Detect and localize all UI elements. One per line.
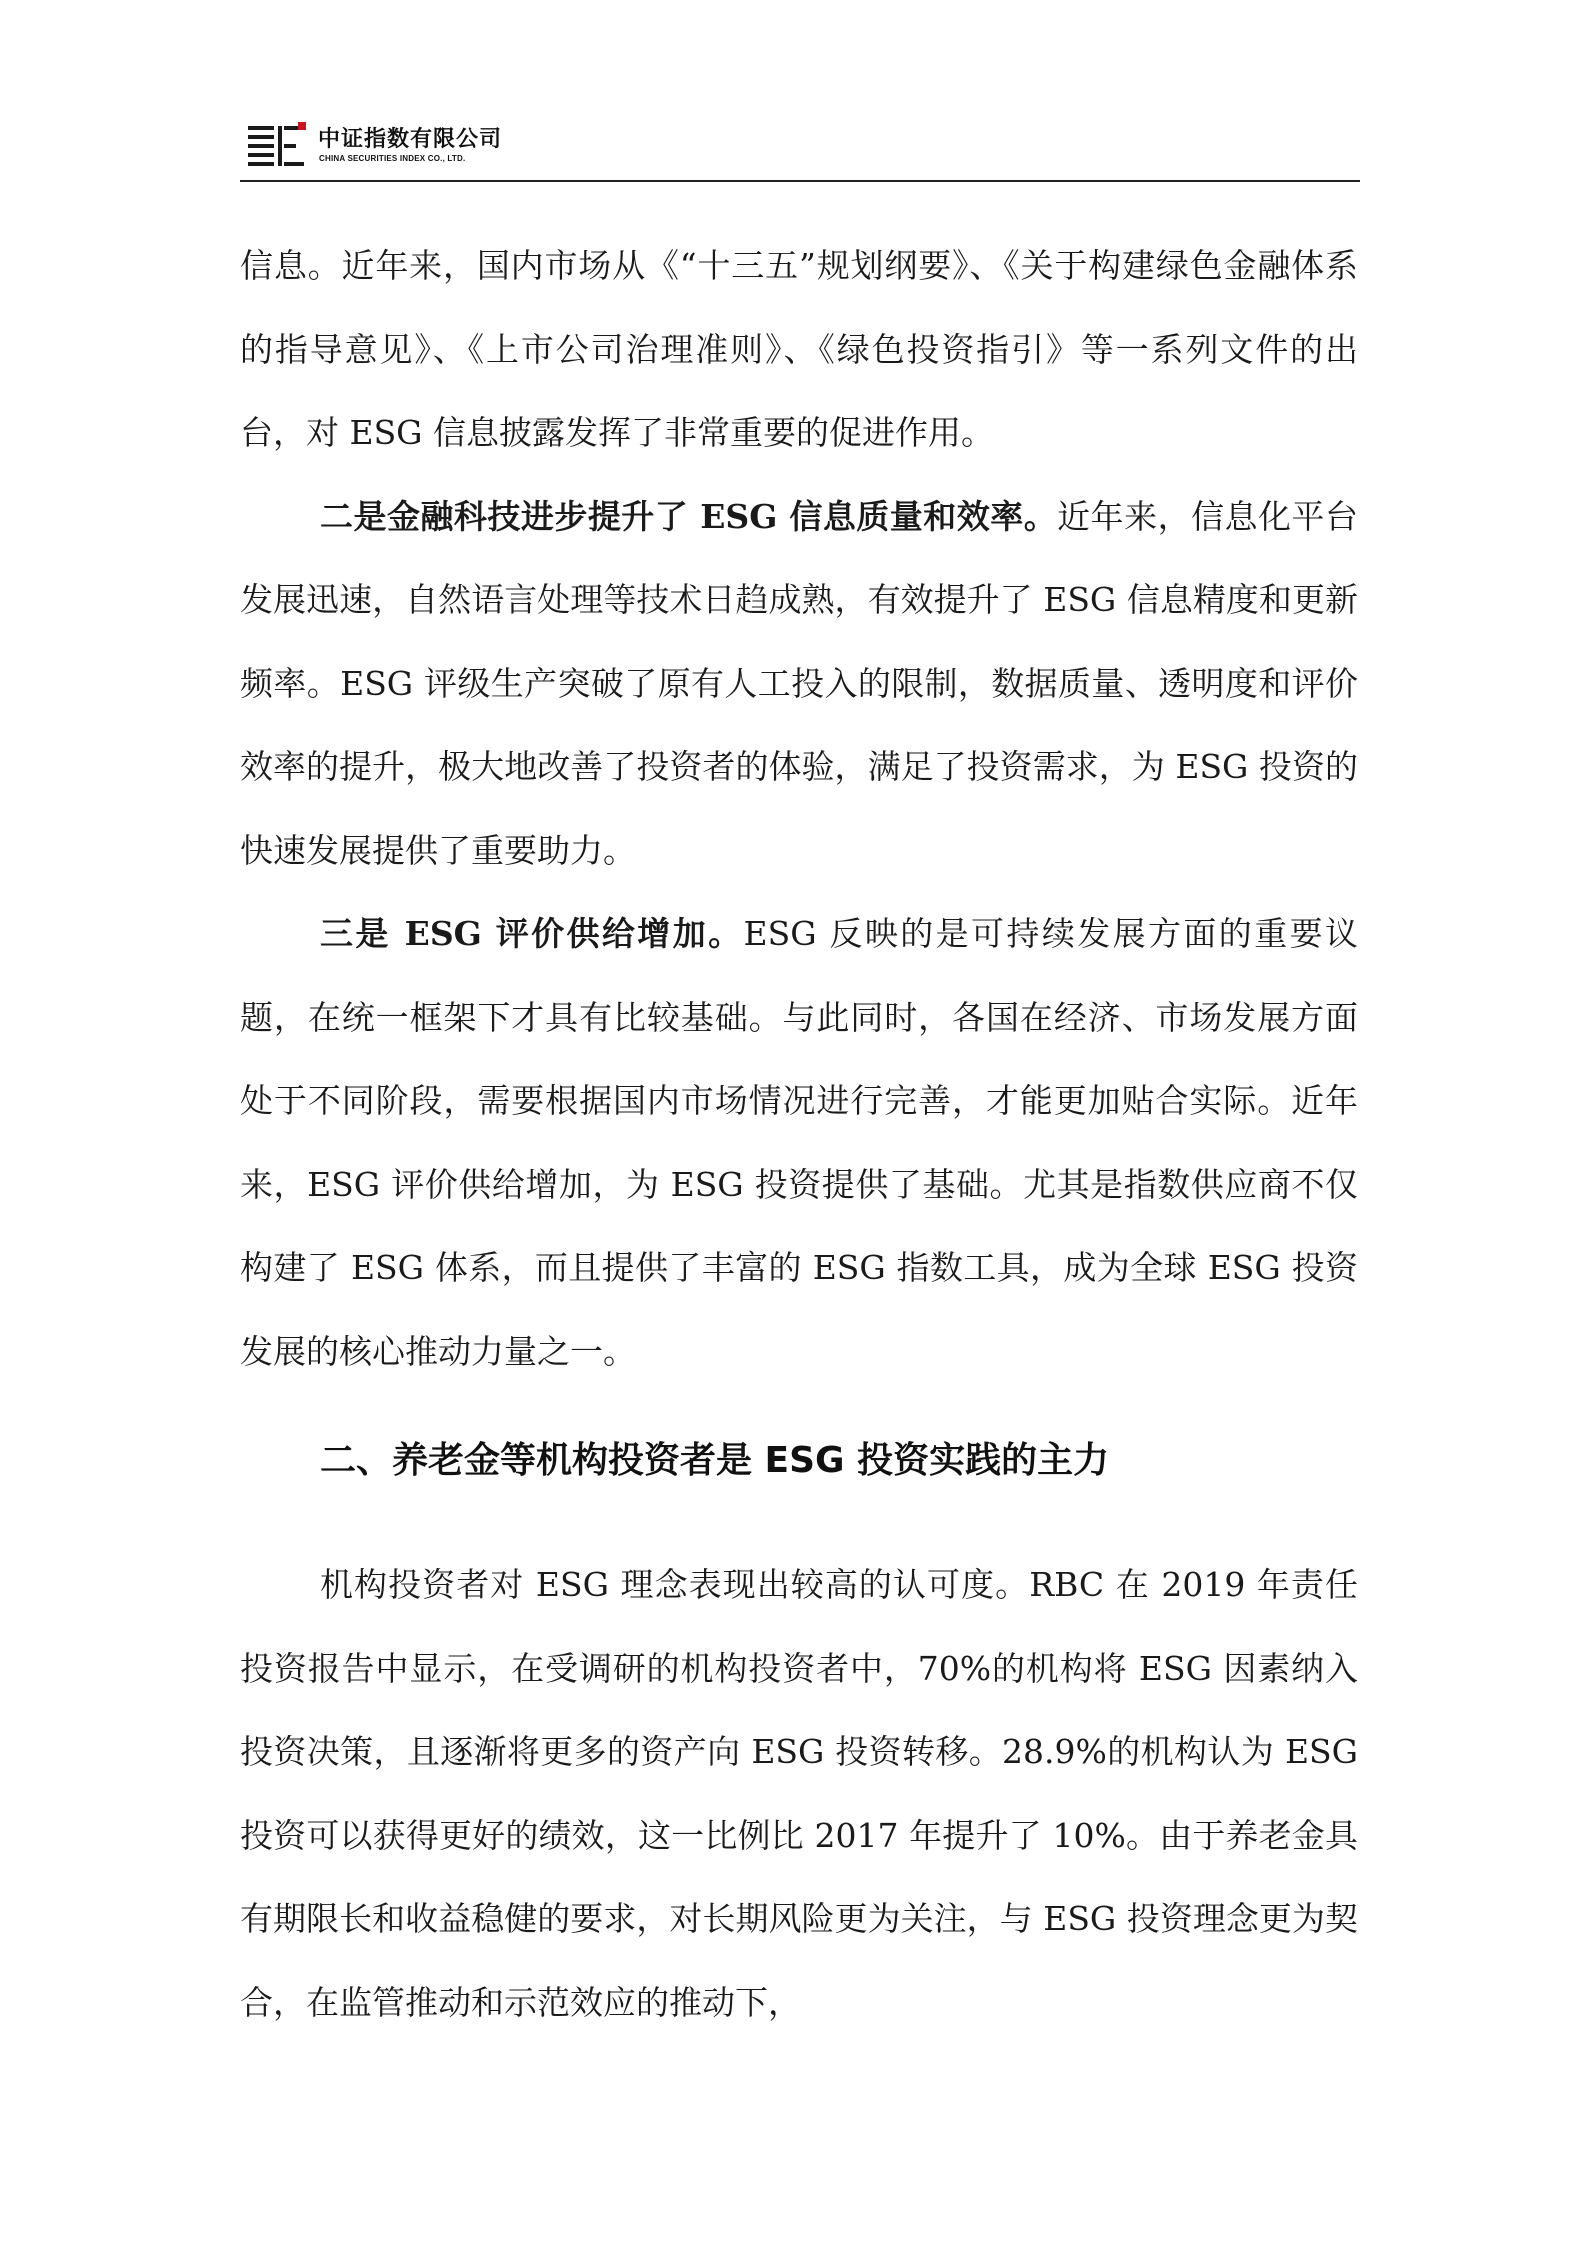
paragraph-continued: [240, 224, 1358, 475]
document-body: [240, 224, 1358, 2044]
company-name-cn: 中证指数有限公司: [318, 127, 503, 152]
paragraph-text: 近年来，信息化平台发展迅速，自然语言处理等技术日趋成熟，有效提升了 ESG 信息精度和更新频率。ESG 评级生产突破了原有人工投入的限制，数据质量、透明度和评价效率的提升，极大地改善了投资者的体验，满足了投资需求，为 ESG 投资的快速发展提供了重要助力。: [240, 496, 1358, 870]
paragraph-lead: 二是金融科技进步提升了 ESG 信息质量和效率。: [320, 496, 1058, 536]
paragraph-fintech: [240, 475, 1358, 893]
company-name-en: CHINA SECURITIES INDEX CO., LTD.: [319, 154, 466, 163]
paragraph-text: ESG 反映的是可持续发展方面的重要议题，在统一框架下才具有比较基础。与此同时，各国在经济、市场发展方面处于不同阶段，需要根据国内市场情况进行完善，才能更加贴合实际。近年来，ESG 评价供给增加，为 ESG 投资提供了基础。尤其是指数供应商不仅构建了 ESG 体系，而且提供了丰富的 ESG 指数工具，成为全球 ESG 投资发展的核心推动力量之一。: [240, 914, 1358, 1371]
csi-logo-icon: [248, 122, 308, 166]
paragraph-text: 信息。近年来，国内市场从《“十三五”规划纲要》、《关于构建绿色金融体系的指导意见》、《上市公司治理准则》、《绿色投资指引》等一系列文件的出台，对 ESG 信息披露发挥了非常重要的促进作用。: [240, 246, 1358, 452]
section-heading: 二、养老金等机构投资者是 ESG 投资实践的主力: [320, 1440, 1110, 1481]
page-header: [240, 118, 1360, 182]
paragraph-esg-supply: [240, 892, 1358, 1393]
paragraph-institutional-investors: [240, 1543, 1358, 2044]
paragraph-text: 机构投资者对 ESG 理念表现出较高的认可度。RBC 在 2019 年责任投资报告中显示，在受调研的机构投资者中，70%的机构将 ESG 因素纳入投资决策，且逐渐将更多的资产向 ESG 投资转移。28.9%的机构认为 ESG 投资可以获得更好的绩效，这一比例比 2017 年提升了 10%。由于养老金具有期限长和收益稳健的要求，对长期风险更为关注，与 ESG 投资理念更为契合，在监管推动和示范效应的推动下，: [240, 1565, 1358, 2022]
paragraph-lead: 三是 ESG 评价供给增加。: [320, 914, 744, 953]
